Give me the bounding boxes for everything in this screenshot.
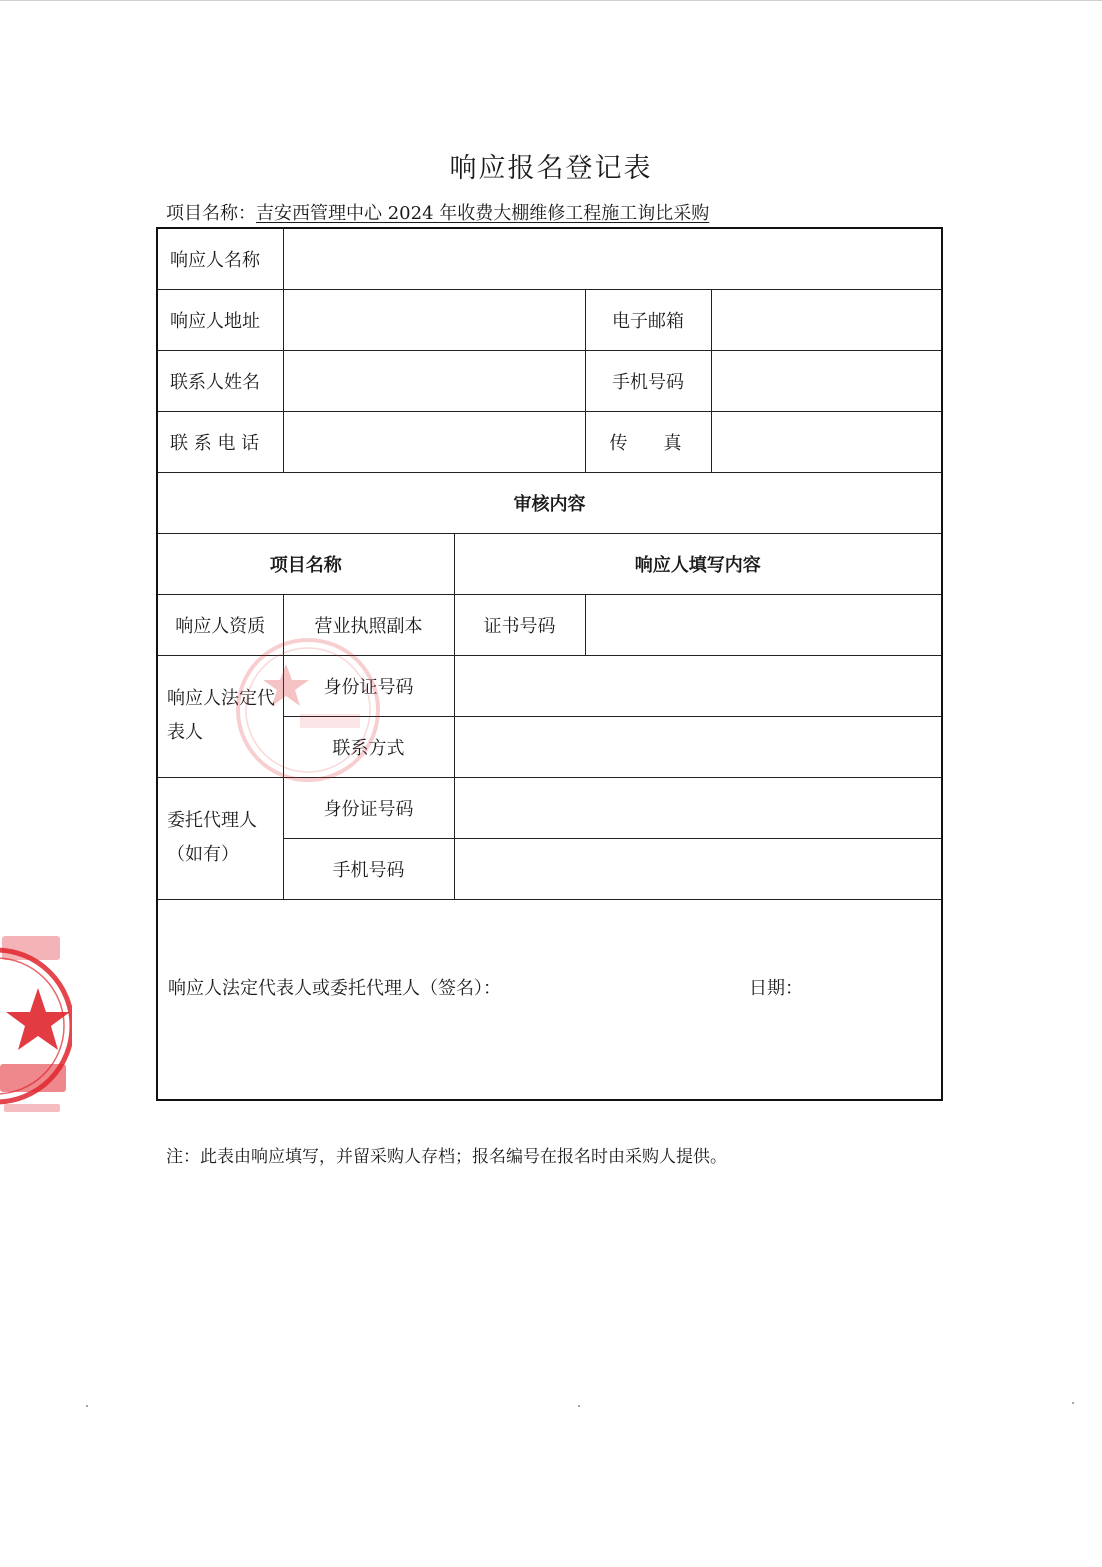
signature-label: 响应人法定代表人或委托代理人（签名）： bbox=[168, 977, 501, 999]
agent-id-label: 身份证号码 bbox=[283, 777, 454, 838]
row-address bbox=[157, 289, 942, 350]
date-label: 日期： bbox=[749, 977, 803, 999]
col-fill-header: 响应人填写内容 bbox=[454, 533, 942, 594]
registration-table bbox=[156, 227, 943, 1101]
row-contact bbox=[157, 350, 942, 411]
signature-cell[interactable] bbox=[157, 899, 942, 1100]
mobile-field[interactable] bbox=[711, 350, 942, 411]
fax-field[interactable] bbox=[711, 411, 942, 472]
legal-rep-id-label: 身份证号码 bbox=[283, 655, 454, 716]
row-respondent-name bbox=[157, 228, 942, 289]
cert-no-field[interactable] bbox=[585, 594, 942, 655]
respondent-address-field[interactable] bbox=[283, 289, 585, 350]
fax-label: 传 真 bbox=[585, 411, 711, 472]
scan-speck bbox=[86, 1405, 88, 1407]
contact-name-field[interactable] bbox=[283, 350, 585, 411]
respondent-address-label: 响应人地址 bbox=[157, 289, 283, 350]
agent-label: 委托代理人（如有） bbox=[157, 777, 283, 899]
contact-name-label: 联系人姓名 bbox=[157, 350, 283, 411]
respondent-name-label: 响应人名称 bbox=[157, 228, 283, 289]
row-legal-rep-id bbox=[157, 655, 942, 716]
row-phone bbox=[157, 411, 942, 472]
review-header: 审核内容 bbox=[157, 472, 942, 533]
agent-mobile-label: 手机号码 bbox=[283, 838, 454, 899]
cert-no-label: 证书号码 bbox=[454, 594, 585, 655]
legal-rep-contact-label: 联系方式 bbox=[283, 716, 454, 777]
scan-edge bbox=[0, 0, 1102, 1]
email-label: 电子邮箱 bbox=[585, 289, 711, 350]
legal-rep-contact-field[interactable] bbox=[454, 716, 942, 777]
agent-id-field[interactable] bbox=[454, 777, 942, 838]
license-label: 营业执照副本 bbox=[283, 594, 454, 655]
form-title: 响应报名登记表 bbox=[449, 153, 653, 184]
legal-rep-id-field[interactable] bbox=[454, 655, 942, 716]
left-edge-seal-stamp bbox=[0, 918, 72, 1134]
project-name-label: 项目名称： bbox=[166, 203, 256, 224]
row-qualification bbox=[157, 594, 942, 655]
phone-label: 联 系 电 话 bbox=[157, 411, 283, 472]
email-field[interactable] bbox=[711, 289, 942, 350]
scan-speck bbox=[578, 1405, 580, 1407]
row-signature bbox=[157, 899, 942, 1100]
row-review-columns bbox=[157, 533, 942, 594]
footnote: 注：此表由响应填写，并留采购人存档；报名编号在报名时由采购人提供。 bbox=[166, 1147, 727, 1167]
qualification-label: 响应人资质 bbox=[157, 594, 283, 655]
respondent-name-field[interactable] bbox=[283, 228, 942, 289]
legal-rep-label: 响应人法定代表人 bbox=[157, 655, 283, 777]
phone-field[interactable] bbox=[283, 411, 585, 472]
agent-mobile-field[interactable] bbox=[454, 838, 942, 899]
col-item-header: 项目名称 bbox=[157, 533, 454, 594]
row-review-header bbox=[157, 472, 942, 533]
project-name-value: 吉安西管理中心 2024 年收费大棚维修工程施工询比采购 bbox=[256, 203, 710, 224]
row-agent-id bbox=[157, 777, 942, 838]
project-name-line bbox=[166, 199, 709, 225]
mobile-label: 手机号码 bbox=[585, 350, 711, 411]
scan-speck bbox=[1072, 1402, 1074, 1404]
